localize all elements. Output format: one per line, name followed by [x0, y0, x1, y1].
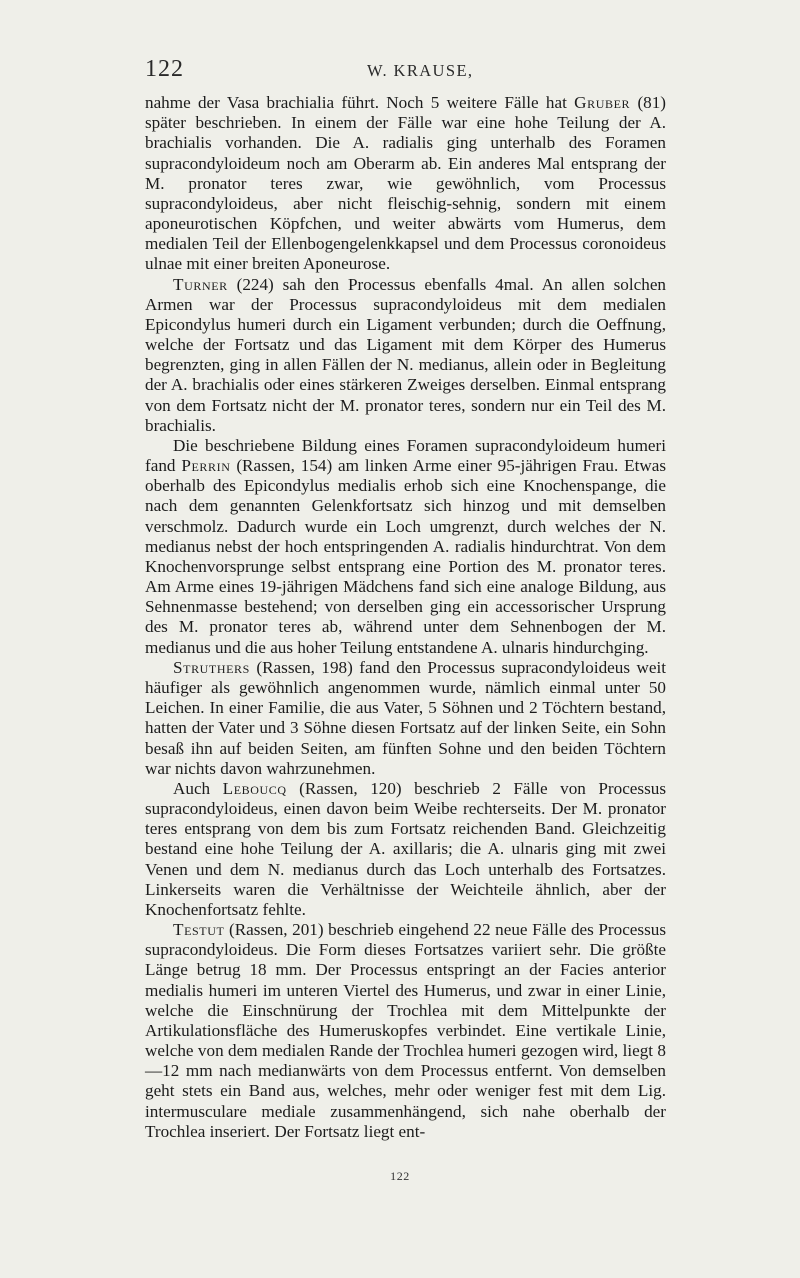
- author-name: Perrin: [181, 456, 231, 476]
- text-run: (Rassen, 201) beschrieb eingehend 22 neue Fälle des Processus supracondyloideus. Die Form dieses Fortsatzes variiert sehr. Die größte Länge betrug 18 mm. Der Processus entspringt an der Facies anterior medialis humeri im unteren Viertel des Humerus, und zwar in einer Linie, welche die Einschnürung der Trochlea mit dem Mittelpunkte der Artikulationsfläche des Humeruskopfes verbindet. Eine vertikale Linie, welche von dem medialen Rande der Trochlea humeri gezogen wird, liegt 8—12 mm nach medianwärts von dem Processus entfernt. Von demselben geht stets ein Band aus, welches, mehr oder weniger fest mit dem Lig. intermusculare mediale zusammenhängend, sich nahe oberhalb der Trochlea inseriert. Der Fortsatz liegt ent-: [145, 920, 666, 1141]
- text-run: Die beschriebene Bildung eines Foramen supracondyloideum humeri fand: [145, 435, 666, 476]
- text-run: (81) später beschrieben. In einem der Fälle war eine hohe Teilung der A. brachialis vorhanden. Die A. radialis ging unterhalb des Foramen supracondyloideum noch am Oberarm ab. Ein anderes Mal entsprang der M. pronator teres zwar, wie gewöhnlich, vom Processus supracondyloideus, aber nicht fleischig-sehnig, sondern mit einem aponeurotischen Köpfchen, und weiter abwärts vom Humerus, dem medialen Teil der Ellenbogengelenkkapsel und dem Processus coronoideus ulnae mit einer breiten Aponeurose.: [145, 93, 666, 274]
- paragraph: [145, 658, 666, 779]
- paragraph: [145, 275, 666, 436]
- body-text: [145, 93, 666, 1142]
- text-run: (224) sah den Processus ebenfalls 4mal. An allen solchen Armen war der Processus supracondyloideus mit dem medialen Epicondylus humeri durch ein Ligament verbunden; durch die Oeffnung, welche der Fortsatz und das Ligament mit dem Körper des Humerus begrenzten, ging in allen Fällen der N. medianus, allein oder in Begleitung der A. brachialis oder eines stärkeren Zweiges derselben. Einmal entsprang von dem Fortsatz nicht der M. pronator teres, sondern nur ein Teil des M. brachialis.: [145, 274, 666, 435]
- page-header: [145, 56, 665, 86]
- page-number: 122: [145, 56, 184, 82]
- text-run: Auch: [173, 778, 223, 798]
- paragraph: [145, 93, 666, 275]
- footer-page-number: 122: [390, 1169, 410, 1183]
- text-run: (Rassen, 154) am linken Arme einer 95-jährigen Frau. Etwas oberhalb des Epicondylus medialis erhob sich eine Knochenspange, die nach dem genannten Gelenkfortsatz sich hinzog und mit demselben verschmolz. Dadurch wurde ein Loch umgrenzt, durch welches der N. medianus nebst der hoch entspringenden A. radialis hindurchtrat. Von dem Knochenvorsprunge selbst entsprang eine Portion des M. pronator teres. Am Arme eines 19-jährigen Mädchens fand sich eine analoge Bildung, aus Sehnenmasse bestehend; von derselben ging ein accessorischer Ursprung des M. pronator teres ab, während unter dem Sehnenbogen der M. medianus und die aus hoher Teilung entstandene A. ulnaris hindurchging.: [145, 456, 666, 657]
- author-name: Testut: [173, 920, 225, 940]
- text-run: nahme der Vasa brachialia führt. Noch 5 weitere Fälle hat: [145, 93, 575, 112]
- paragraph: [145, 920, 666, 1142]
- text-run: (Rassen, 198) fand den Processus supracondyloideus weit häufiger als gewöhnlich angenommen wurde, nämlich einmal unter 50 Leichen. In einer Familie, die aus Vater, 5 Söhnen und 2 Töchtern bestand, hatten der Vater und 3 Söhne diesen Fortsatz auf der linken Seite, ein Sohn besaß ihn auf beiden Seiten, am fünften Sohne und den beiden Töchtern war nichts davon wahrzunehmen.: [145, 657, 666, 778]
- author-name: Leboucq: [222, 778, 287, 798]
- author-name: Turner: [173, 274, 228, 294]
- author-name: Struthers: [173, 657, 250, 677]
- paragraph: [145, 779, 666, 920]
- running-head: W. KRAUSE,: [367, 61, 474, 80]
- author-name: Gruber: [574, 93, 631, 112]
- paragraph: [145, 436, 666, 658]
- text-run: (Rassen, 120) beschrieb 2 Fälle von Processus supracondyloideus, einen davon beim Weibe rechterseits. Der M. pronator teres entsprang von dem bis zum Fortsatz reichenden Band. Gleichzeitig bestand eine hohe Teilung der A. axillaris; die A. ulnaris ging mit zwei Venen und dem N. medianus durch das Loch unterhalb des Fortsatzes. Linkerseits waren die Verhältnisse der Weichteile ähnlich, aber der Knochenfortsatz fehlte.: [145, 778, 666, 919]
